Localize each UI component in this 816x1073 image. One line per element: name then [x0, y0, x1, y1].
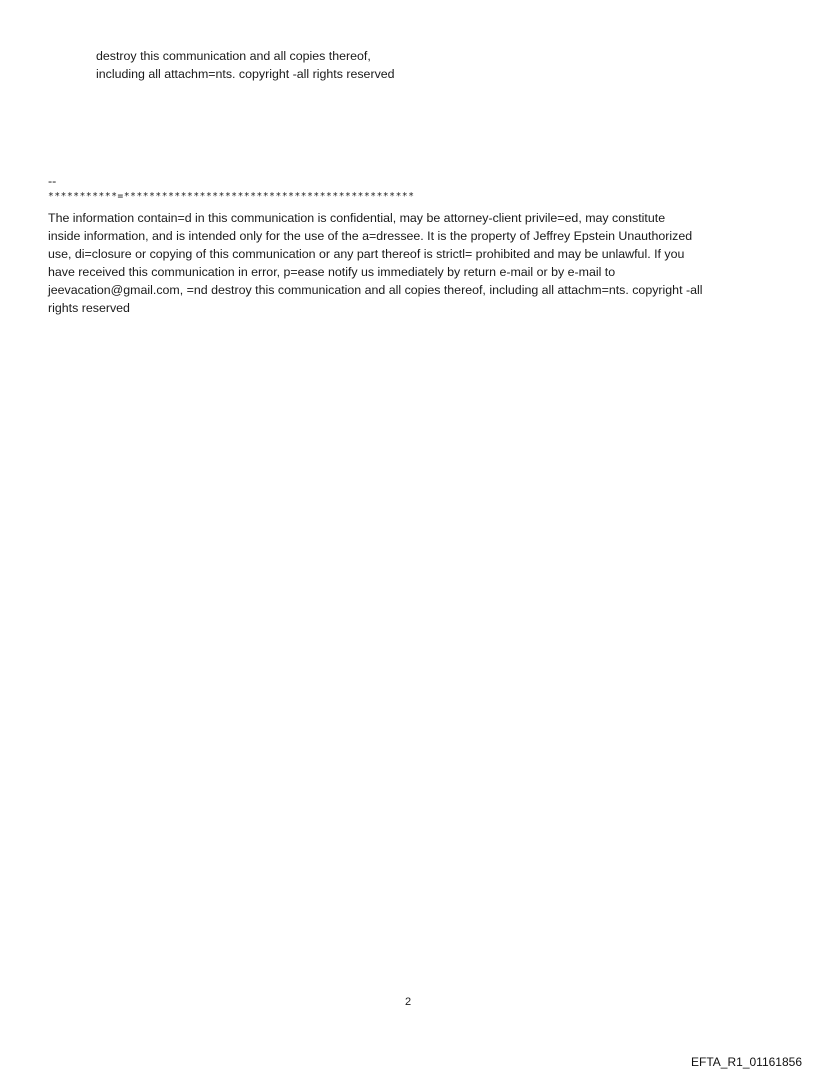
quoted-disclaimer-block: [96, 47, 696, 83]
disclaimer-line: inside information, and is intended only for the use of the a=dressee. It is the property of Jeffrey Epstein Unauthorized: [48, 229, 693, 243]
quoted-line: destroy this communication and all copies thereof,: [96, 49, 371, 63]
page-number: 2: [404, 996, 412, 1008]
confidentiality-disclaimer: [48, 209, 788, 317]
disclaimer-line: The information contain=d in this communication is confidential, may be attorney-client privile=ed, may constitute: [48, 211, 666, 225]
disclaimer-line: rights reserved: [48, 301, 130, 315]
signature-separator: --: [48, 174, 57, 188]
disclaimer-line: have received this communication in error, p=ease notify us immediately by return e-mail or by e-mail to: [48, 265, 616, 279]
disclaimer-line: use, di=closure or copying of this communication or any part thereof is strictl= prohibited and may be unlawful. If you: [48, 247, 685, 261]
disclaimer-line: jeevacation@gmail.com, =nd destroy this communication and all copies thereof, including all attachm=nts. copyright -all: [48, 283, 703, 297]
asterisk-divider: ***********=**********************************************: [48, 191, 415, 202]
quoted-line: including all attachm=nts. copyright -all rights reserved: [96, 67, 395, 81]
bates-number: EFTA_R1_01161856: [691, 1055, 802, 1069]
